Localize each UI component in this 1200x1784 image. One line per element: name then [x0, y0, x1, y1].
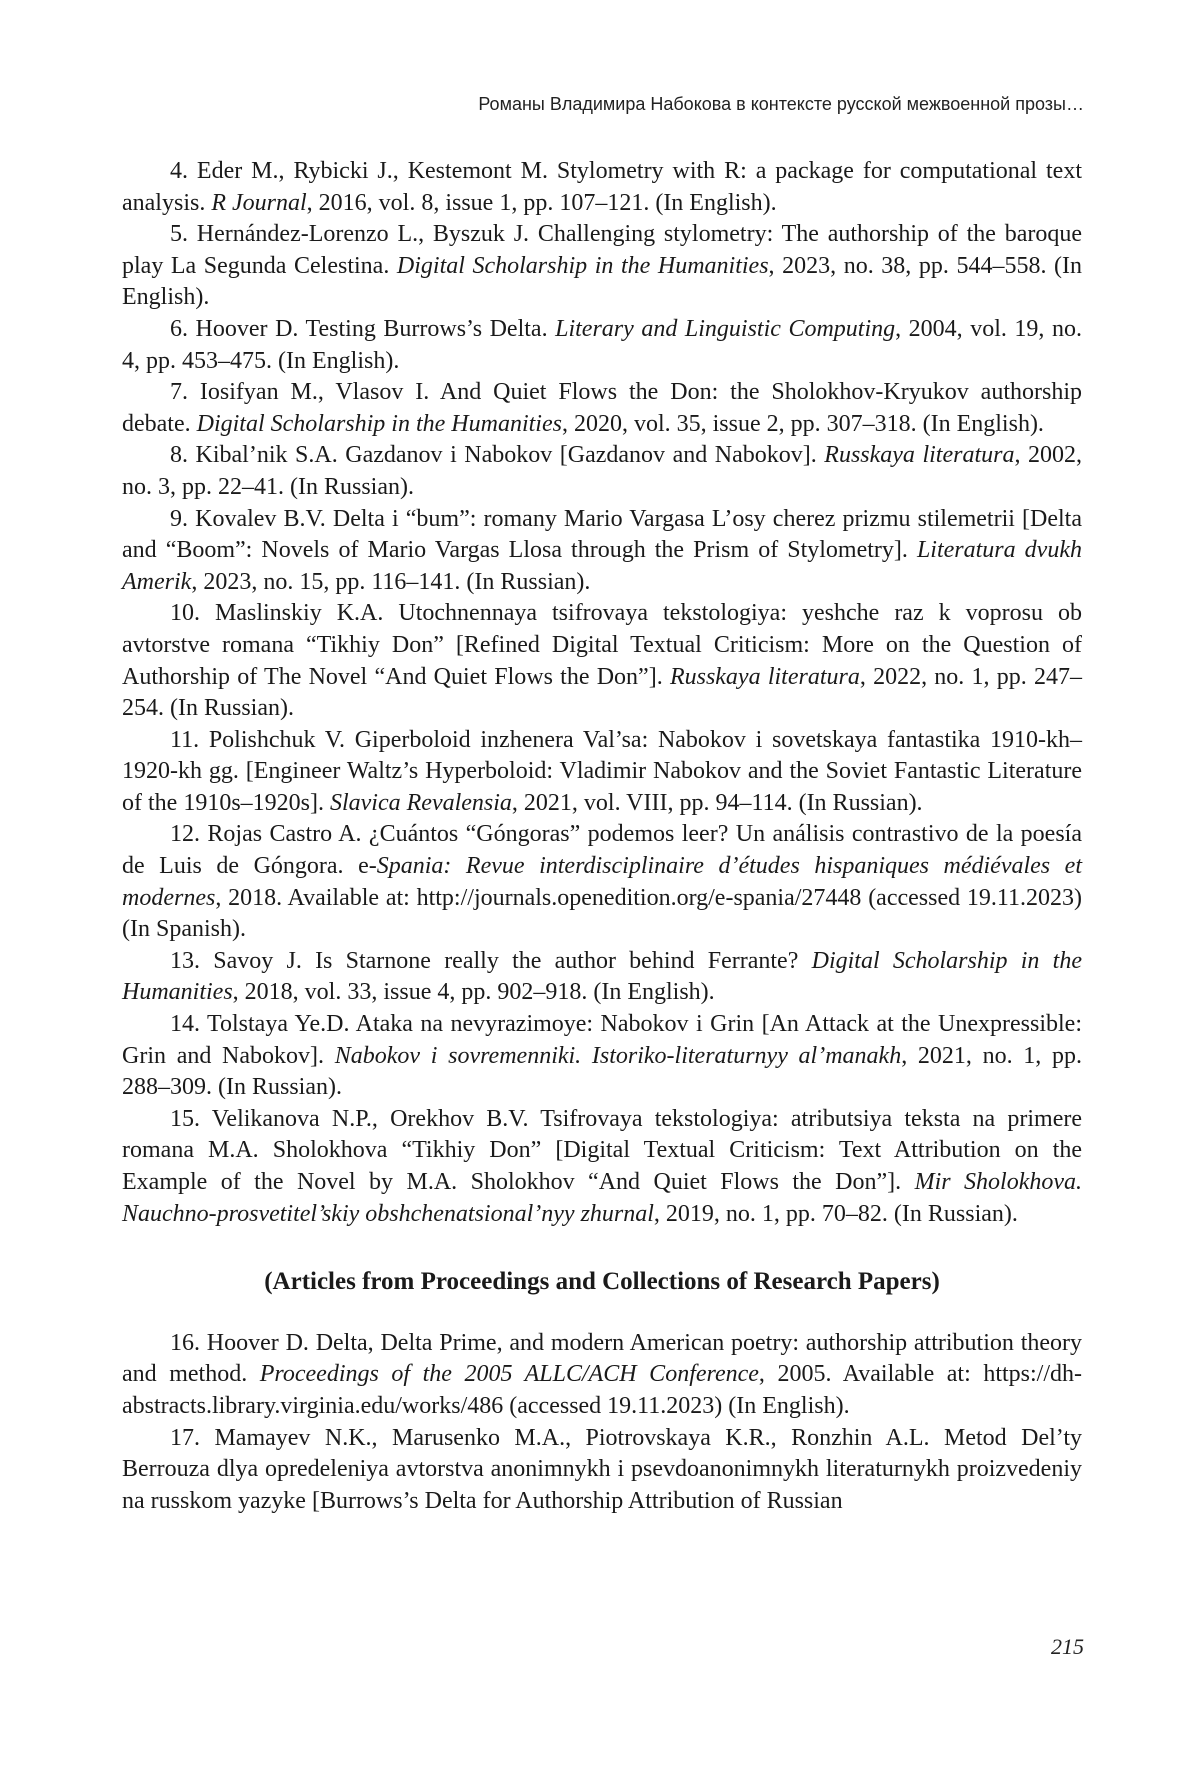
- reference-item: 6. Hoover D. Testing Burrows’s Delta. Literary and Linguistic Computing, 2004, vol. 19, no. 4, pp. 453–475. (In English).: [122, 315, 1082, 374]
- reference-item: 13. Savoy J. Is Starnone really the author behind Ferrante? Digital Scholarship in the Humanities, 2018, vol. 33, issue 4, pp. 902–918. (In English).: [122, 947, 1082, 1006]
- reference-item: 5. Hernández-Lorenzo L., Byszuk J. Challenging stylometry: The authorship of the baroque play La Segunda Celestina. Digital Scholarship in the Humanities, 2023, no. 38, pp. 544–558. (In English).: [122, 221, 1082, 311]
- reference-item: 9. Kovalev B.V. Delta i “bum”: romany Mario Vargasa L’osy cherez prizmu stilemetrii [Delta and “Boom”: Novels of Mario Vargas Llosa through the Prism of Stylometry]. Literatura dvukh Amerik, 2023, no. 15, pp. 116–141. (In Russian).: [122, 505, 1082, 595]
- page-number: 215: [1051, 1634, 1084, 1659]
- references-proceedings: [122, 1328, 1082, 1518]
- reference-item: 8. Kibal’nik S.A. Gazdanov i Nabokov [Gazdanov and Nabokov]. Russkaya literatura, 2002, no. 3, pp. 22–41. (In Russian).: [122, 442, 1082, 500]
- section-heading: (Articles from Proceedings and Collections of Research Papers): [264, 1268, 940, 1296]
- reference-item: 12. Rojas Castro A. ¿Cuántos “Góngoras” podemos leer? Un análisis contrastivo de la poesía de Luis de Góngora. e-Spania: Revue interdisciplinaire d’études hispaniques médiévales et modernes, 2018. Available at: http://journals.openedition.org/e-spania/27448 (accessed 19.11.2023) (In Spanish).: [122, 821, 1082, 943]
- references-journals: [122, 156, 1082, 1230]
- reference-item: 7. Iosifyan M., Vlasov I. And Quiet Flows the Don: the Sholokhov-Kryukov authorship debate. Digital Scholarship in the Humanities, 2020, vol. 35, issue 2, pp. 307–318. (In English).: [122, 379, 1082, 437]
- reference-item: 4. Eder M., Rybicki J., Kestemont M. Stylometry with R: a package for computational text analysis. R Journal, 2016, vol. 8, issue 1, pp. 107–121. (In English).: [122, 158, 1082, 216]
- reference-list: [122, 156, 1082, 1517]
- reference-item: 11. Polishchuk V. Giperboloid inzhenera Val’sa: Nabokov i sovetskaya fantastika 1910-kh–1920-kh gg. [Engineer Waltz’s Hyperboloid: Vladimir Nabokov and the Soviet Fantastic Literature of the 1910s–1920s]. Slavica Revalensia, 2021, vol. VIII, pp. 94–114. (In Russian).: [122, 726, 1082, 816]
- reference-item: 17. Mamayev N.K., Marusenko M.A., Piotrovskaya K.R., Ronzhin A.L. Metod Del’ty Berrouza dlya opredeleniya avtorstva anonimnykh i psevdoanonimnykh literaturnykh proizvedeniy na russkom yazyke [Burrows’s Delta for Authorship Attribution of Russian: [122, 1424, 1082, 1514]
- reference-item: 10. Maslinskiy K.A. Utochnennaya tsifrovaya tekstologiya: yeshche raz k voprosu ob avtorstve romana “Tikhiy Don” [Refined Digital Textual Criticism: More on the Question of Authorship of The Novel “And Quiet Flows the Don”]. Russkaya literatura, 2022, no. 1, pp. 247–254. (In Russian).: [122, 600, 1083, 722]
- reference-item: 15. Velikanova N.P., Orekhov B.V. Tsifrovaya tekstologiya: atributsiya teksta na primere romana M.A. Sholokhova “Tikhiy Don” [Digital Textual Criticism: Text Attribution on the Example of the Novel by M.A. Sholokhov “And Quiet Flows the Don”]. Mir Sholokhova. Nauchno-prosvetitel’skiy obshchenatsional’nyy zhurnal, 2019, no. 1, pp. 70–82. (In Russian).: [122, 1105, 1082, 1227]
- reference-item: 14. Tolstaya Ye.D. Ataka na nevyrazimoye: Nabokov i Grin [An Attack at the Unexpressible: Grin and Nabokov]. Nabokov i sovremenniki. Istoriko-literaturnyy al’manakh, 2021, no. 1, pp. 288–309. (In Russian).: [122, 1011, 1083, 1101]
- running-header: Романы Владимира Набокова в контексте русской межвоенной прозы…: [478, 94, 1084, 114]
- reference-item: 16. Hoover D. Delta, Delta Prime, and modern American poetry: authorship attribution theory and method. Proceedings of the 2005 ALLC/ACH Conference, 2005. Available at: https://dh-abstracts.library.virginia.edu/works/486 (accessed 19.11.2023) (In English).: [122, 1329, 1082, 1419]
